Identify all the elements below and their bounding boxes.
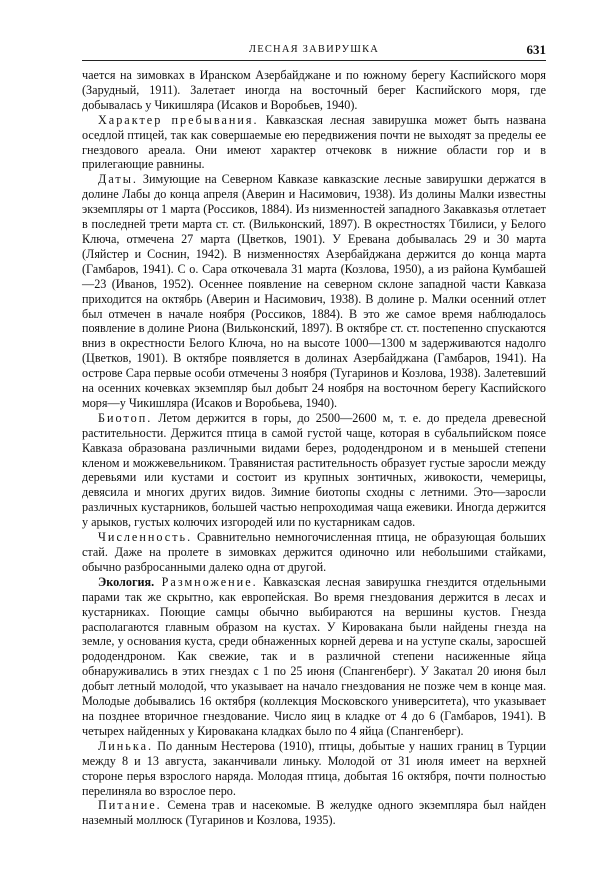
section-heading: Численность. [98,530,193,545]
paragraph-feeding [82,798,546,828]
paragraph-text: Семена трав и насекомые. В желудке одного экземпляра был найден наземный моллюск (Тугаринов и Козлова, 1935). [82,798,546,828]
section-heading: Даты. [98,172,138,187]
paragraph-text: Сравнительно немногочисленная птица, не образующая больших стай. Даже на пролете в зимовках держится одиночно или небольшими стайками, обычно разбросанными далеко одна от другой. [82,530,546,574]
paragraph-text: По данным Нестерова (1910), птицы, добытые у наших границ в Турции между 8 и 13 августа, заканчивали линьку. Молодой от 31 июля имеет на верхней стороне перья взрослого наряда. Молодая птица, добытая 16 октября, почти полностью перелиняла во взрослое перо. [82,738,546,798]
paragraph-text: Кавказская лесная завирушка может быть названа оседлой птицей, так как совершаемые ею передвижения почти не выходят за пределы ее гнездового ареала. Они имеют характер отчековк в нижние области гор и в прилегающие равнины. [82,112,546,172]
paragraph-text: чается на зимовках в Иранском Азербайджане и по южному берегу Каспийского моря (Зарудный, 1911). Залетает иногда на восточный берег Каспийского моря, где добывалась у Чикишляра (Исаков и Воробьев, 1940). [82,68,546,112]
page-body [82,68,546,828]
paragraph-text: Зимующие на Северном Кавказе кавказские лесные завирушки держатся в долине Лабы до конца апреля (Аверин и Насимович, 1938). Из долины Малки известны экземпляры от 1 марта (Россиков, 1884). Из низменностей западного Закавказья отлетает в последней трети марта ст. ст. (Вильконский, 1897). В окрестностях Тбилиси, у Белого Ключа, отмечена 27 марта (Цветков, 1901). У Еревана добывалась 29 и 30 марта (Ляйстер и Соснин, 1942). В низменностях Азербайджана держится до конца марта (Гамбаров, 1941). С о. Сара откочевала 31 марта (Козлова, 1950), а из района Кумбашей—23 (Иванов, 1952). Осеннее появление на северном склоне западной части Кавказа приходится на октябрь (Аверин и Насимович, 1938). В долине р. Малки осенний отлет был отмечен в начале ноября (Россиков, 1884). В это же самое время наблюдалось появление в долине Риона (Вильконский, 1897). В октябре ст. ст. постепенно спускаются вниз в окрестности Белого Ключа, но на высоте 1000—1300 м задерживаются надолго (Цветков, 1901). В октябре появляется в долинах Азербайджана (Гамбаров, 1941). На острове Сара первые особи отмечены 3 ноября (Тугаринов и Козлова, 1938). Залетевший на осенних кочевках экземпляр был добыт 24 ноября на восточном берегу Каспийского моря—у Чикишляра (Исаков и Воробьева, 1940). [82,172,546,410]
running-header [82,42,546,61]
paragraph-biotope [82,411,546,530]
page-number: 631 [526,42,546,57]
section-heading: Размножение. [154,574,258,589]
section-heading: Линька. [98,738,154,753]
section-heading: Характер пребывания. [98,112,259,127]
section-lead-heading: Экология. [98,574,155,589]
running-title: ЛЕСНАЯ ЗАВИРУШКА [248,44,380,55]
paragraph-dates [82,172,546,411]
section-heading: Питание. [98,798,162,813]
paragraph-molt [82,739,546,799]
paragraph-continuation [82,68,546,113]
paragraph-text: Летом держится в горы, до 2500—2600 м, т. е. до предела древесной растительности. Держится птица в самой густой чаще, которая в субальпийском поясе Кавказа образована различными видами берез, рододендроном и в меньшей степени кленом и можжевельником. Травянистая растительность образует густые заросли между деревьями или кустами и состоит из крупных зонтичных, живокости, чемерицы, девясила и многих других видов. Зимние биотопы сходны с летними. Это—заросли различных кустарников, большей частью непроходимая чаща ежевики. Иногда держится у арыков, густых колючих изгородей или по кустарникам садов. [82,410,546,530]
paragraph-abundance [82,530,546,575]
paragraph-ecology [82,575,546,739]
section-heading: Биотоп. [98,410,153,425]
paragraph-text: Кавказская лесная завирушка гнездится отдельными парами так же скрытно, как европейская. Во время гнездования держится в лесах и кустарниках. Поющие самцы обычно выбираются на вершины кустов. Гнезда располагаются главным образом на кустах. У Кировакана были найдены гнезда на земле, у основания куста, среди обнаженных корней дерева и на уступе скалы, заросшей рододендроном. Как свежие, так и в различной степени насиженные яйца обнаруживались в этих гнездах с 1 по 25 июня (Спангенберг). У Закатал 20 июня был добыт летный молодой, что указывает на начало гнездования не позже чем в конце мая. Молодые добывались 16 октября (коллекция Московского университета), что указывает на позднее вторичное гнездование. Число яиц в кладке от 4 до 6 (Гамбаров, 1941). В четырех найденных у Кировакана кладках было по 4 яйца (Спангенберг). [82,574,546,738]
paragraph-residency [82,113,546,173]
